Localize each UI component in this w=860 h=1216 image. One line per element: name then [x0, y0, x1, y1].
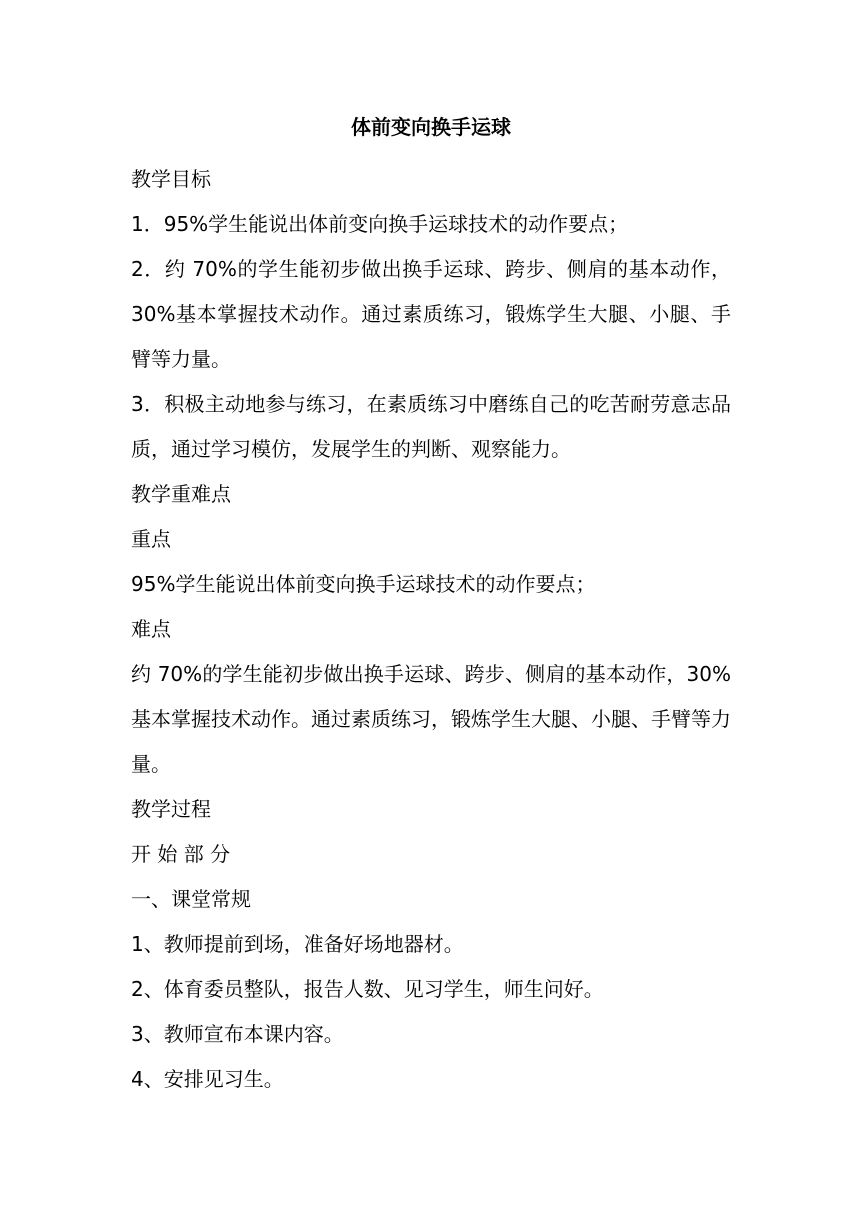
subheading-opening-part: 开 始 部 分 — [131, 842, 231, 866]
routine-item-2: 2、体育委员整队，报告人数、见习学生，师生问好。 — [131, 977, 604, 1001]
routine-item-3: 3、教师宣布本课内容。 — [131, 1022, 344, 1046]
document-title: 体前变向换手运球 — [351, 115, 511, 139]
subheading-key-point: 重点 — [131, 527, 171, 551]
subheading-class-routine: 一、课堂常规 — [131, 887, 251, 911]
key-point-text: 95%学生能说出体前变向换手运球技术的动作要点； — [131, 572, 596, 596]
section-heading-key-difficult-points: 教学重难点 — [131, 482, 231, 506]
routine-item-1: 1、教师提前到场，准备好场地器材。 — [131, 932, 464, 956]
subheading-difficult-point: 难点 — [131, 617, 171, 641]
routine-item-4: 4、安排见习生。 — [131, 1067, 284, 1091]
goal-item-3: 3．积极主动地参与练习，在素质练习中磨练自己的吃苦耐劳意志品质，通过学习模仿，发展学生的判断、观察能力。 — [131, 392, 731, 461]
goal-item-2: 2．约 70%的学生能初步做出换手运球、跨步、侧肩的基本动作，30%基本掌握技术动作。通过素质练习，锻炼学生大腿、小腿、手臂等力量。 — [131, 257, 731, 371]
document-body — [131, 112, 731, 1102]
section-heading-teaching-process: 教学过程 — [131, 797, 211, 821]
section-heading-teaching-goals: 教学目标 — [131, 167, 211, 191]
goal-item-1: 1．95%学生能说出体前变向换手运球技术的动作要点； — [131, 212, 629, 236]
difficult-point-text: 约 70%的学生能初步做出换手运球、跨步、侧肩的基本动作，30%基本掌握技术动作。通过素质练习，锻炼学生大腿、小腿、手臂等力量。 — [131, 662, 731, 776]
